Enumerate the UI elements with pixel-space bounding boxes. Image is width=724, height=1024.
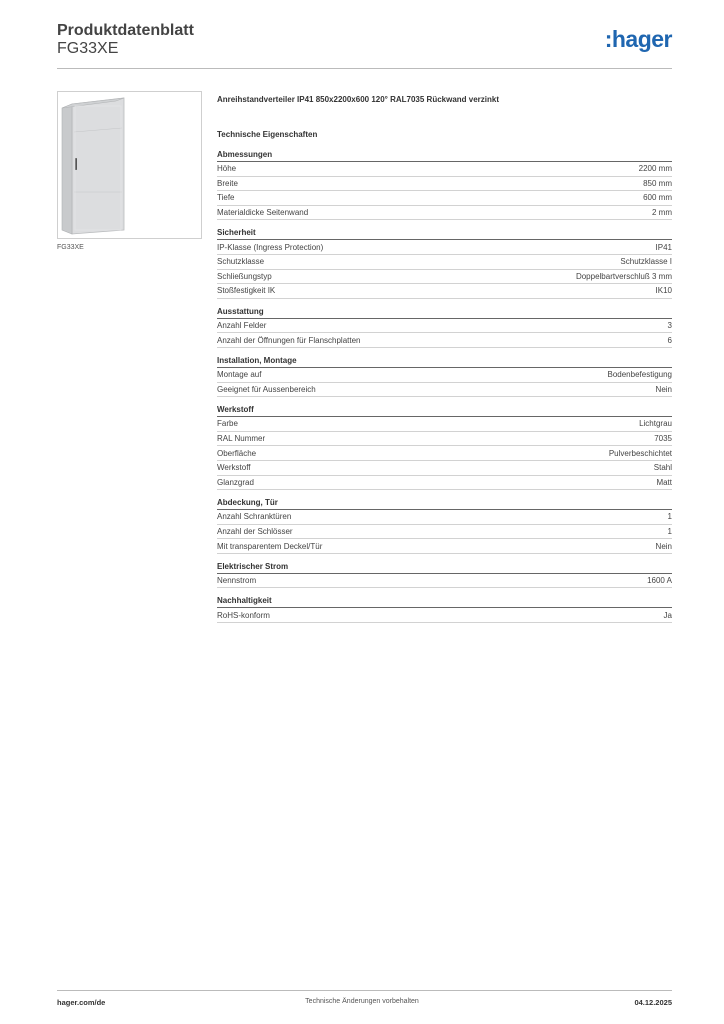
property-value: 1600 A xyxy=(647,576,672,586)
property-value: 600 mm xyxy=(643,193,672,203)
product-details xyxy=(217,95,672,623)
property-label: Materialdicke Seitenwand xyxy=(217,208,309,218)
property-group xyxy=(217,596,672,623)
table-row xyxy=(217,240,672,255)
table-row xyxy=(217,206,672,221)
footer-notice: Technische Änderungen vorbehalten xyxy=(305,998,419,1005)
property-label: IP-Klasse (Ingress Protection) xyxy=(217,242,324,252)
footer-divider xyxy=(57,990,672,991)
table-row xyxy=(217,319,672,334)
property-value: Pulverbeschichtet xyxy=(608,448,672,458)
property-label: Glanzgrad xyxy=(217,477,254,487)
property-value: Stahl xyxy=(653,463,672,473)
property-value: Nein xyxy=(655,384,672,394)
property-value: 2200 mm xyxy=(638,164,672,174)
group-title: Installation, Montage xyxy=(217,356,672,368)
table-row xyxy=(217,333,672,348)
property-value: Lichtgrau xyxy=(639,419,672,429)
property-group xyxy=(217,562,672,589)
hager-logo: :hager xyxy=(604,26,672,52)
property-value: Bodenbefestigung xyxy=(607,370,672,380)
table-row xyxy=(217,510,672,525)
group-title: Nachhaltigkeit xyxy=(217,596,672,608)
technical-properties-heading: Technische Eigenschaften xyxy=(217,130,318,139)
table-row xyxy=(217,417,672,432)
page-header xyxy=(57,20,672,70)
table-row xyxy=(217,284,672,299)
property-group xyxy=(217,228,672,298)
property-value: IK10 xyxy=(655,286,672,296)
table-row xyxy=(217,432,672,447)
property-label: Stoßfestigkeit IK xyxy=(217,286,276,296)
table-row xyxy=(217,270,672,285)
property-label: Oberfläche xyxy=(217,448,257,458)
property-value: Nein xyxy=(655,541,672,551)
table-row xyxy=(217,177,672,192)
table-row xyxy=(217,539,672,554)
product-image xyxy=(57,91,202,239)
property-value: Doppelbartverschluß 3 mm xyxy=(575,271,672,281)
property-group xyxy=(217,498,672,554)
property-label: Farbe xyxy=(217,419,238,429)
property-label: Anzahl der Öffnungen für Flanschplatten xyxy=(217,335,361,345)
property-label: Tiefe xyxy=(217,193,235,203)
property-group xyxy=(217,356,672,397)
property-label: Werkstoff xyxy=(217,463,251,473)
table-row xyxy=(217,608,672,623)
table-row xyxy=(217,162,672,177)
product-description: Anreihstandverteiler IP41 850x2200x600 120° RAL7035 Rückwand verzinkt xyxy=(217,95,500,104)
property-group xyxy=(217,307,672,348)
property-value: 850 mm xyxy=(643,178,672,188)
group-title: Elektrischer Strom xyxy=(217,562,672,574)
table-row xyxy=(217,461,672,476)
property-value: Matt xyxy=(656,477,672,487)
image-caption: FG33XE xyxy=(57,244,84,251)
group-title: Sicherheit xyxy=(217,228,672,240)
property-value: Ja xyxy=(663,610,672,620)
property-label: Schutzklasse xyxy=(217,257,265,267)
cabinet-icon xyxy=(58,92,201,238)
property-groups xyxy=(217,150,672,623)
property-label: Geeignet für Aussenbereich xyxy=(217,384,316,394)
group-title: Werkstoff xyxy=(217,405,672,417)
property-label: Breite xyxy=(217,178,238,188)
product-code: FG33XE xyxy=(57,40,119,57)
property-label: RAL Nummer xyxy=(217,434,266,444)
property-label: Höhe xyxy=(217,164,237,174)
property-group xyxy=(217,150,672,220)
property-group xyxy=(217,405,672,490)
property-value: 1 xyxy=(667,512,672,522)
table-row xyxy=(217,574,672,589)
property-value: IP41 xyxy=(655,242,672,252)
table-row xyxy=(217,191,672,206)
group-title: Abdeckung, Tür xyxy=(217,498,672,510)
property-label: Anzahl der Schlösser xyxy=(217,526,293,536)
table-row xyxy=(217,446,672,461)
group-title: Ausstattung xyxy=(217,307,672,319)
document-title: Produktdatenblatt xyxy=(57,22,194,39)
table-row xyxy=(217,383,672,398)
group-title: Abmessungen xyxy=(217,150,672,162)
property-value: 6 xyxy=(667,335,672,345)
table-row xyxy=(217,255,672,270)
footer-date: 04.12.2025 xyxy=(634,998,672,1007)
property-label: Schließungstyp xyxy=(217,271,272,281)
property-value: 3 xyxy=(667,321,672,331)
table-row xyxy=(217,525,672,540)
property-value: 7035 xyxy=(654,434,672,444)
header-divider xyxy=(57,68,672,69)
property-label: Mit transparentem Deckel/Tür xyxy=(217,541,323,551)
property-label: Nennstrom xyxy=(217,576,257,586)
property-label: RoHS-konform xyxy=(217,610,270,620)
footer-website: hager.com/de xyxy=(57,998,106,1007)
property-value: Schutzklasse I xyxy=(620,257,672,267)
table-row xyxy=(217,368,672,383)
property-label: Anzahl Felder xyxy=(217,321,267,331)
property-label: Anzahl Schranktüren xyxy=(217,512,292,522)
property-value: 1 xyxy=(667,526,672,536)
table-row xyxy=(217,476,672,491)
property-value: 2 mm xyxy=(652,208,672,218)
property-label: Montage auf xyxy=(217,370,262,380)
